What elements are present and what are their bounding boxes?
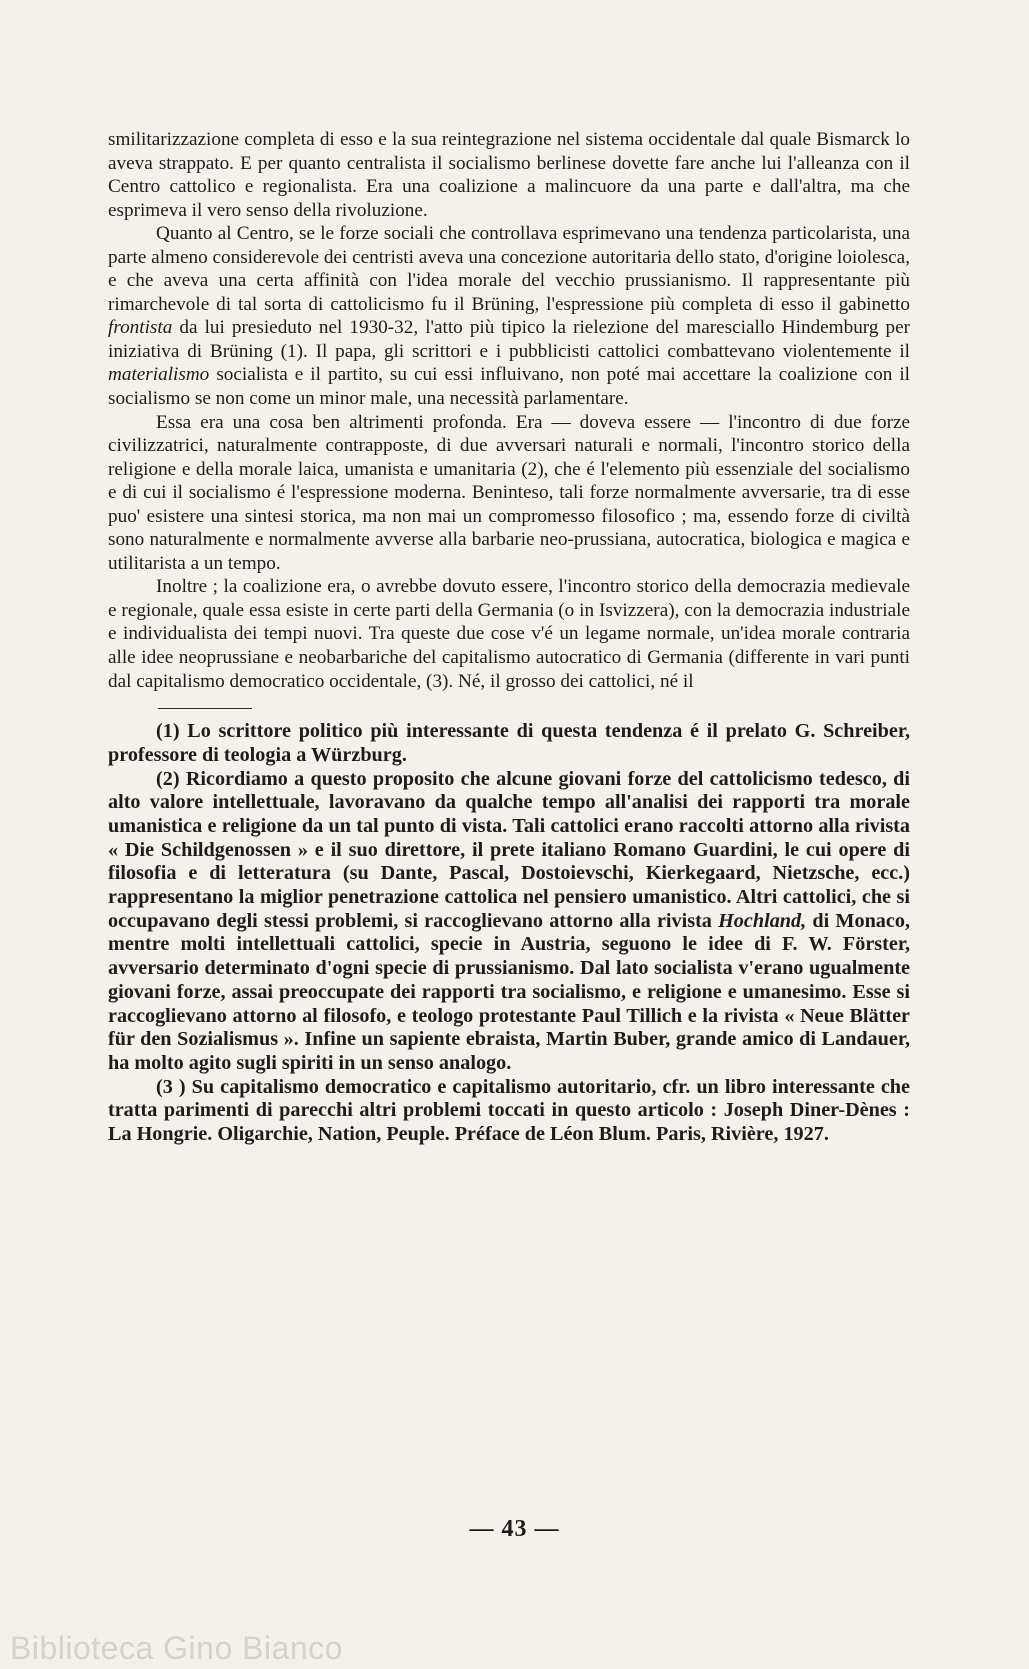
footnote: (1) Lo scrittore politico più interessante di questa tendenza é il prelato G. Schreiber, professore di teologia a Würzburg. bbox=[108, 720, 910, 766]
footnotes bbox=[108, 720, 910, 1147]
body-text bbox=[108, 128, 910, 693]
page-content bbox=[108, 128, 910, 1147]
paragraph: Quanto al Centro, se le forze sociali che controllava esprimevano una tendenza particolarista, una parte almeno considerevole dei centristi aveva una concezione autoritaria dello stato, d'origine loiolesca, e che aveva una certa affinità con l'idea morale del vecchio prussianismo. Il rappresentante più rimarchevole di tal sorta di cattolicismo fu il Brüning, l'espressione più completa di esso il gabinetto frontista da lui presieduto nel 1930-32, l'atto più tipico la rielezione del maresciallo Hindemburg per iniziativa di Brüning (1). Il papa, gli scrittori e i pubblicisti cattolici combattevano violentemente il materialismo socialista e il partito, su cui essi influivano, non poté mai accettare la coalizione con il socialismo se non come un minor male, una necessità parlamentare. bbox=[108, 223, 910, 410]
watermark: Biblioteca Gino Bianco bbox=[10, 1630, 343, 1666]
page-number: — 43 — bbox=[469, 1516, 560, 1542]
paragraph: Inoltre ; la coalizione era, o avrebbe dovuto essere, l'incontro storico della democrazia medievale e regionale, quale essa esiste in certe parti della Germania (o in Isvizzera), con la democrazia industriale e individualista dei tempi nuovi. Tra queste due cose v'é un legame normale, un'idea morale contraria alle idee neoprussiane e neobarbariche del capitalismo autocratico di Germania (differente in vari punti dal capitalismo democratico occidentale, (3). Né, il grosso dei cattolici, né il bbox=[108, 576, 910, 692]
paragraph: Essa era una cosa ben altrimenti profonda. Era — doveva essere — l'incontro di due forze civilizzatrici, naturalmente contrapposte, di due avversari naturali e normali, l'incontro storico della religione e della morale laica, umanista e umanitaria (2), che é l'elemento più essenziale del socialismo e di cui il socialismo é l'espressione moderna. Beninteso, tali forze normalmente avversarie, tra di esse puo' esistere una sintesi storica, ma non mai un compromesso filosofico ; ma, essendo forze di civiltà sono naturalmente e normalmente avverse alla barbarie neo-prussiana, autocratica, biologica e magica e utilitarista a un tempo. bbox=[108, 411, 910, 574]
footnote: (2) Ricordiamo a questo proposito che alcune giovani forze del cattolicismo tedesco, di alto valore intellettuale, lavoravano da qualche tempo all'analisi dei rapporti tra morale umanistica e religione da un tal punto di vista. Tali cattolici erano raccolti attorno alla rivista « Die Schildgenossen » e il suo direttore, il prete italiano Romano Guardini, le cui opere di filosofia e di letteratura (su Dante, Pascal, Dostoievschi, Kierkegaard, Nietzsche, ecc.) rappresentano la miglior penetrazione cattolica nel pensiero umanistico. Altri cattolici, che si occupavano degli stessi problemi, si raccoglievano attorno alla rivista Hochland, di Monaco, mentre molti intellettuali cattolici, specie in Austria, seguono le idee di F. W. Förster, avversario determinato d'ogni specie di prussianismo. Dal lato socialista v'erano ugualmente giovani forze, assai preoccupate dei rapporti tra socialismo, e religione e umanesimo. Esse si raccoglievano attorno al filosofo, e teologo protestante Paul Tillich e la rivista « Neue Blätter für den Sozialismus ». Infine un sapiente ebraista, Martin Buber, grande amico di Landauer, ha molto agito sugli spiriti in un senso analogo. bbox=[108, 767, 911, 1074]
paragraph: smilitarizzazione completa di esso e la sua reintegrazione nel sistema occidentale dal quale Bismarck lo aveva strappato. E per quanto centralista il socialismo berlinese dovette fare anche lui l'alleanza con il Centro cattolico e regionalista. Era una coalizione a malincuore da una parte e dall'altra, ma che esprimeva il vero senso della rivoluzione. bbox=[108, 129, 910, 221]
footnote: (3 ) Su capitalismo democratico e capitalismo autoritario, cfr. un libro interessante che tratta parimenti di parecchi altri problemi toccati in questo articolo : Joseph Diner-Dènes : La Hongrie. Oligarchie, Nation, Peuple. Préface de Léon Blum. Paris, Rivière, 1927. bbox=[108, 1075, 910, 1146]
footnote-separator bbox=[158, 708, 252, 709]
